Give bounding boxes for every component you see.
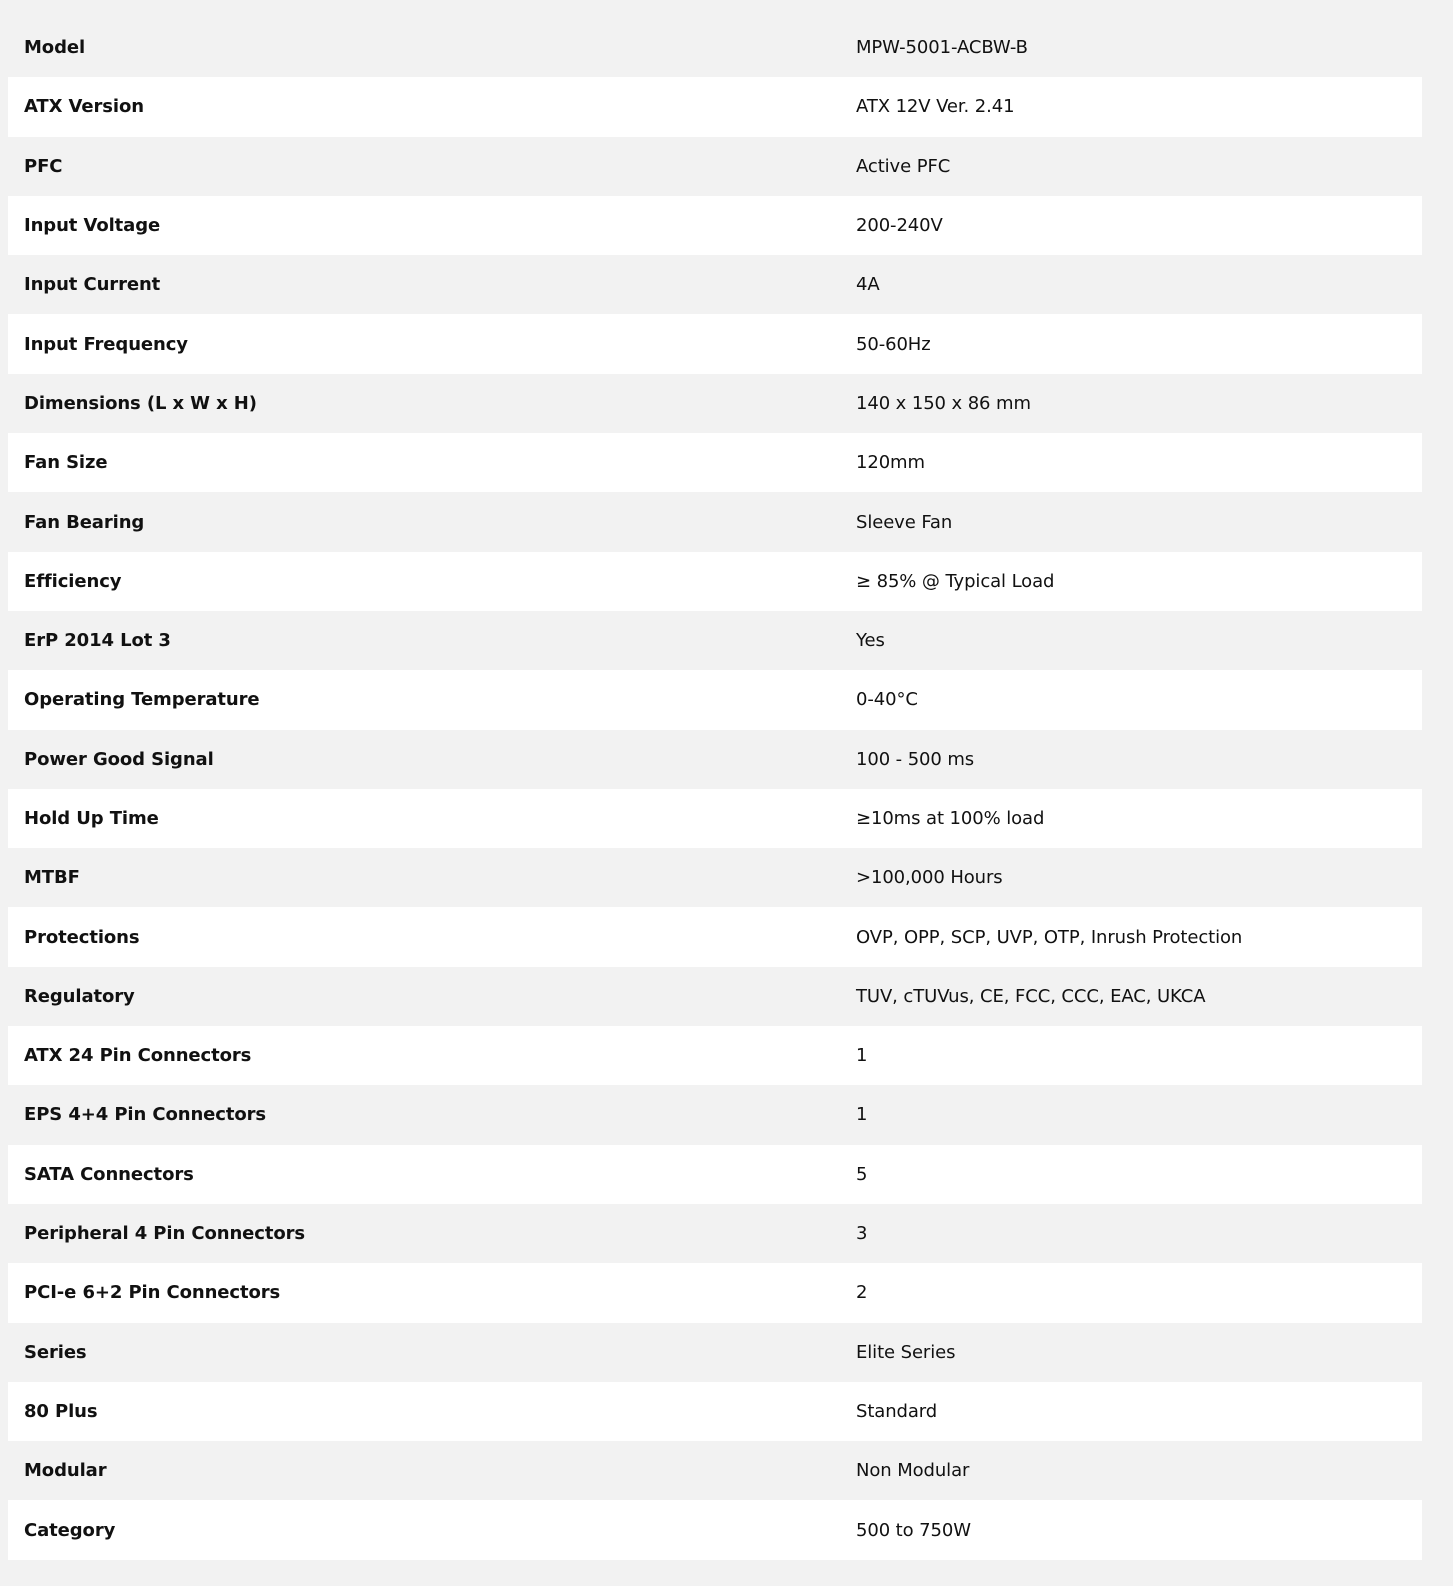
spec-row	[8, 789, 1422, 848]
spec-value: TUV, cTUVus, CE, FCC, CCC, EAC, UKCA	[856, 985, 1206, 1007]
spec-row	[8, 1026, 1422, 1085]
spec-label: PCI-e 6+2 Pin Connectors	[24, 1282, 281, 1304]
spec-value: >100,000 Hours	[856, 867, 1003, 889]
spec-row	[8, 1204, 1422, 1263]
spec-label: Regulatory	[24, 985, 135, 1007]
spec-label: PFC	[24, 155, 63, 177]
spec-label: Input Current	[24, 274, 161, 296]
spec-label: SATA Connectors	[24, 1163, 194, 1185]
spec-table	[8, 18, 1422, 1560]
spec-label: Efficiency	[24, 570, 122, 592]
spec-row	[8, 1382, 1422, 1441]
spec-label: 80 Plus	[24, 1400, 98, 1422]
spec-value: 1	[856, 1045, 868, 1067]
spec-value: 0-40°C	[856, 689, 918, 711]
spec-value: OVP, OPP, SCP, UVP, OTP, Inrush Protection	[856, 926, 1243, 948]
spec-value: 120mm	[856, 452, 925, 474]
spec-value: 200-240V	[856, 215, 943, 237]
spec-label: Fan Bearing	[24, 511, 145, 533]
spec-label: Input Frequency	[24, 333, 188, 355]
spec-row	[8, 1441, 1422, 1500]
spec-value: 100 - 500 ms	[856, 748, 975, 770]
spec-row	[8, 137, 1422, 196]
spec-label: EPS 4+4 Pin Connectors	[24, 1104, 267, 1126]
spec-row	[8, 492, 1422, 551]
spec-row	[8, 196, 1422, 255]
spec-value: 3	[856, 1223, 868, 1245]
spec-value: ≥10ms at 100% load	[856, 808, 1045, 829]
spec-value: 140 x 150 x 86 mm	[856, 392, 1031, 414]
spec-row	[8, 611, 1422, 670]
spec-row	[8, 255, 1422, 314]
spec-value: 50-60Hz	[856, 333, 931, 355]
spec-label: Input Voltage	[24, 215, 161, 237]
spec-row	[8, 433, 1422, 492]
spec-label: Dimensions (L x W x H)	[24, 392, 257, 414]
spec-label: Category	[24, 1519, 116, 1541]
spec-value: 500 to 750W	[856, 1519, 971, 1541]
spec-value: ATX 12V Ver. 2.41	[856, 96, 1015, 118]
spec-label: ATX Version	[24, 96, 144, 118]
spec-value: Yes	[856, 630, 885, 652]
spec-label: Fan Size	[24, 452, 108, 474]
spec-row	[8, 848, 1422, 907]
spec-value: Standard	[856, 1400, 938, 1422]
spec-row	[8, 552, 1422, 611]
spec-value: 4A	[856, 274, 880, 296]
spec-row	[8, 18, 1422, 77]
spec-label: Series	[24, 1341, 87, 1363]
spec-row	[8, 1085, 1422, 1144]
spec-value: ≥ 85% @ Typical Load	[856, 570, 1055, 592]
spec-row	[8, 1263, 1422, 1322]
spec-label: Model	[24, 37, 86, 59]
spec-label: ErP 2014 Lot 3	[24, 630, 171, 652]
spec-value: 1	[856, 1104, 868, 1126]
spec-label: Operating Temperature	[24, 689, 260, 711]
spec-label: Modular	[24, 1460, 107, 1482]
spec-label: Peripheral 4 Pin Connectors	[24, 1223, 305, 1245]
spec-row	[8, 374, 1422, 433]
spec-row	[8, 670, 1422, 729]
spec-row	[8, 1145, 1422, 1204]
spec-value: Active PFC	[856, 155, 951, 177]
spec-value: Sleeve Fan	[856, 511, 953, 533]
spec-value: 2	[856, 1282, 868, 1304]
spec-label: ATX 24 Pin Connectors	[24, 1045, 252, 1067]
spec-label: MTBF	[24, 867, 80, 889]
spec-label: Power Good Signal	[24, 748, 214, 770]
spec-value: 5	[856, 1163, 868, 1185]
spec-row	[8, 1323, 1422, 1382]
spec-row	[8, 907, 1422, 966]
spec-label: Protections	[24, 926, 140, 948]
spec-label: Hold Up Time	[24, 808, 159, 829]
spec-value: Elite Series	[856, 1341, 956, 1363]
spec-row	[8, 967, 1422, 1026]
spec-row	[8, 77, 1422, 136]
spec-value: MPW-5001-ACBW-B	[856, 37, 1028, 59]
spec-row	[8, 1500, 1422, 1559]
spec-value: Non Modular	[856, 1460, 970, 1482]
spec-row	[8, 730, 1422, 789]
spec-row	[8, 314, 1422, 373]
